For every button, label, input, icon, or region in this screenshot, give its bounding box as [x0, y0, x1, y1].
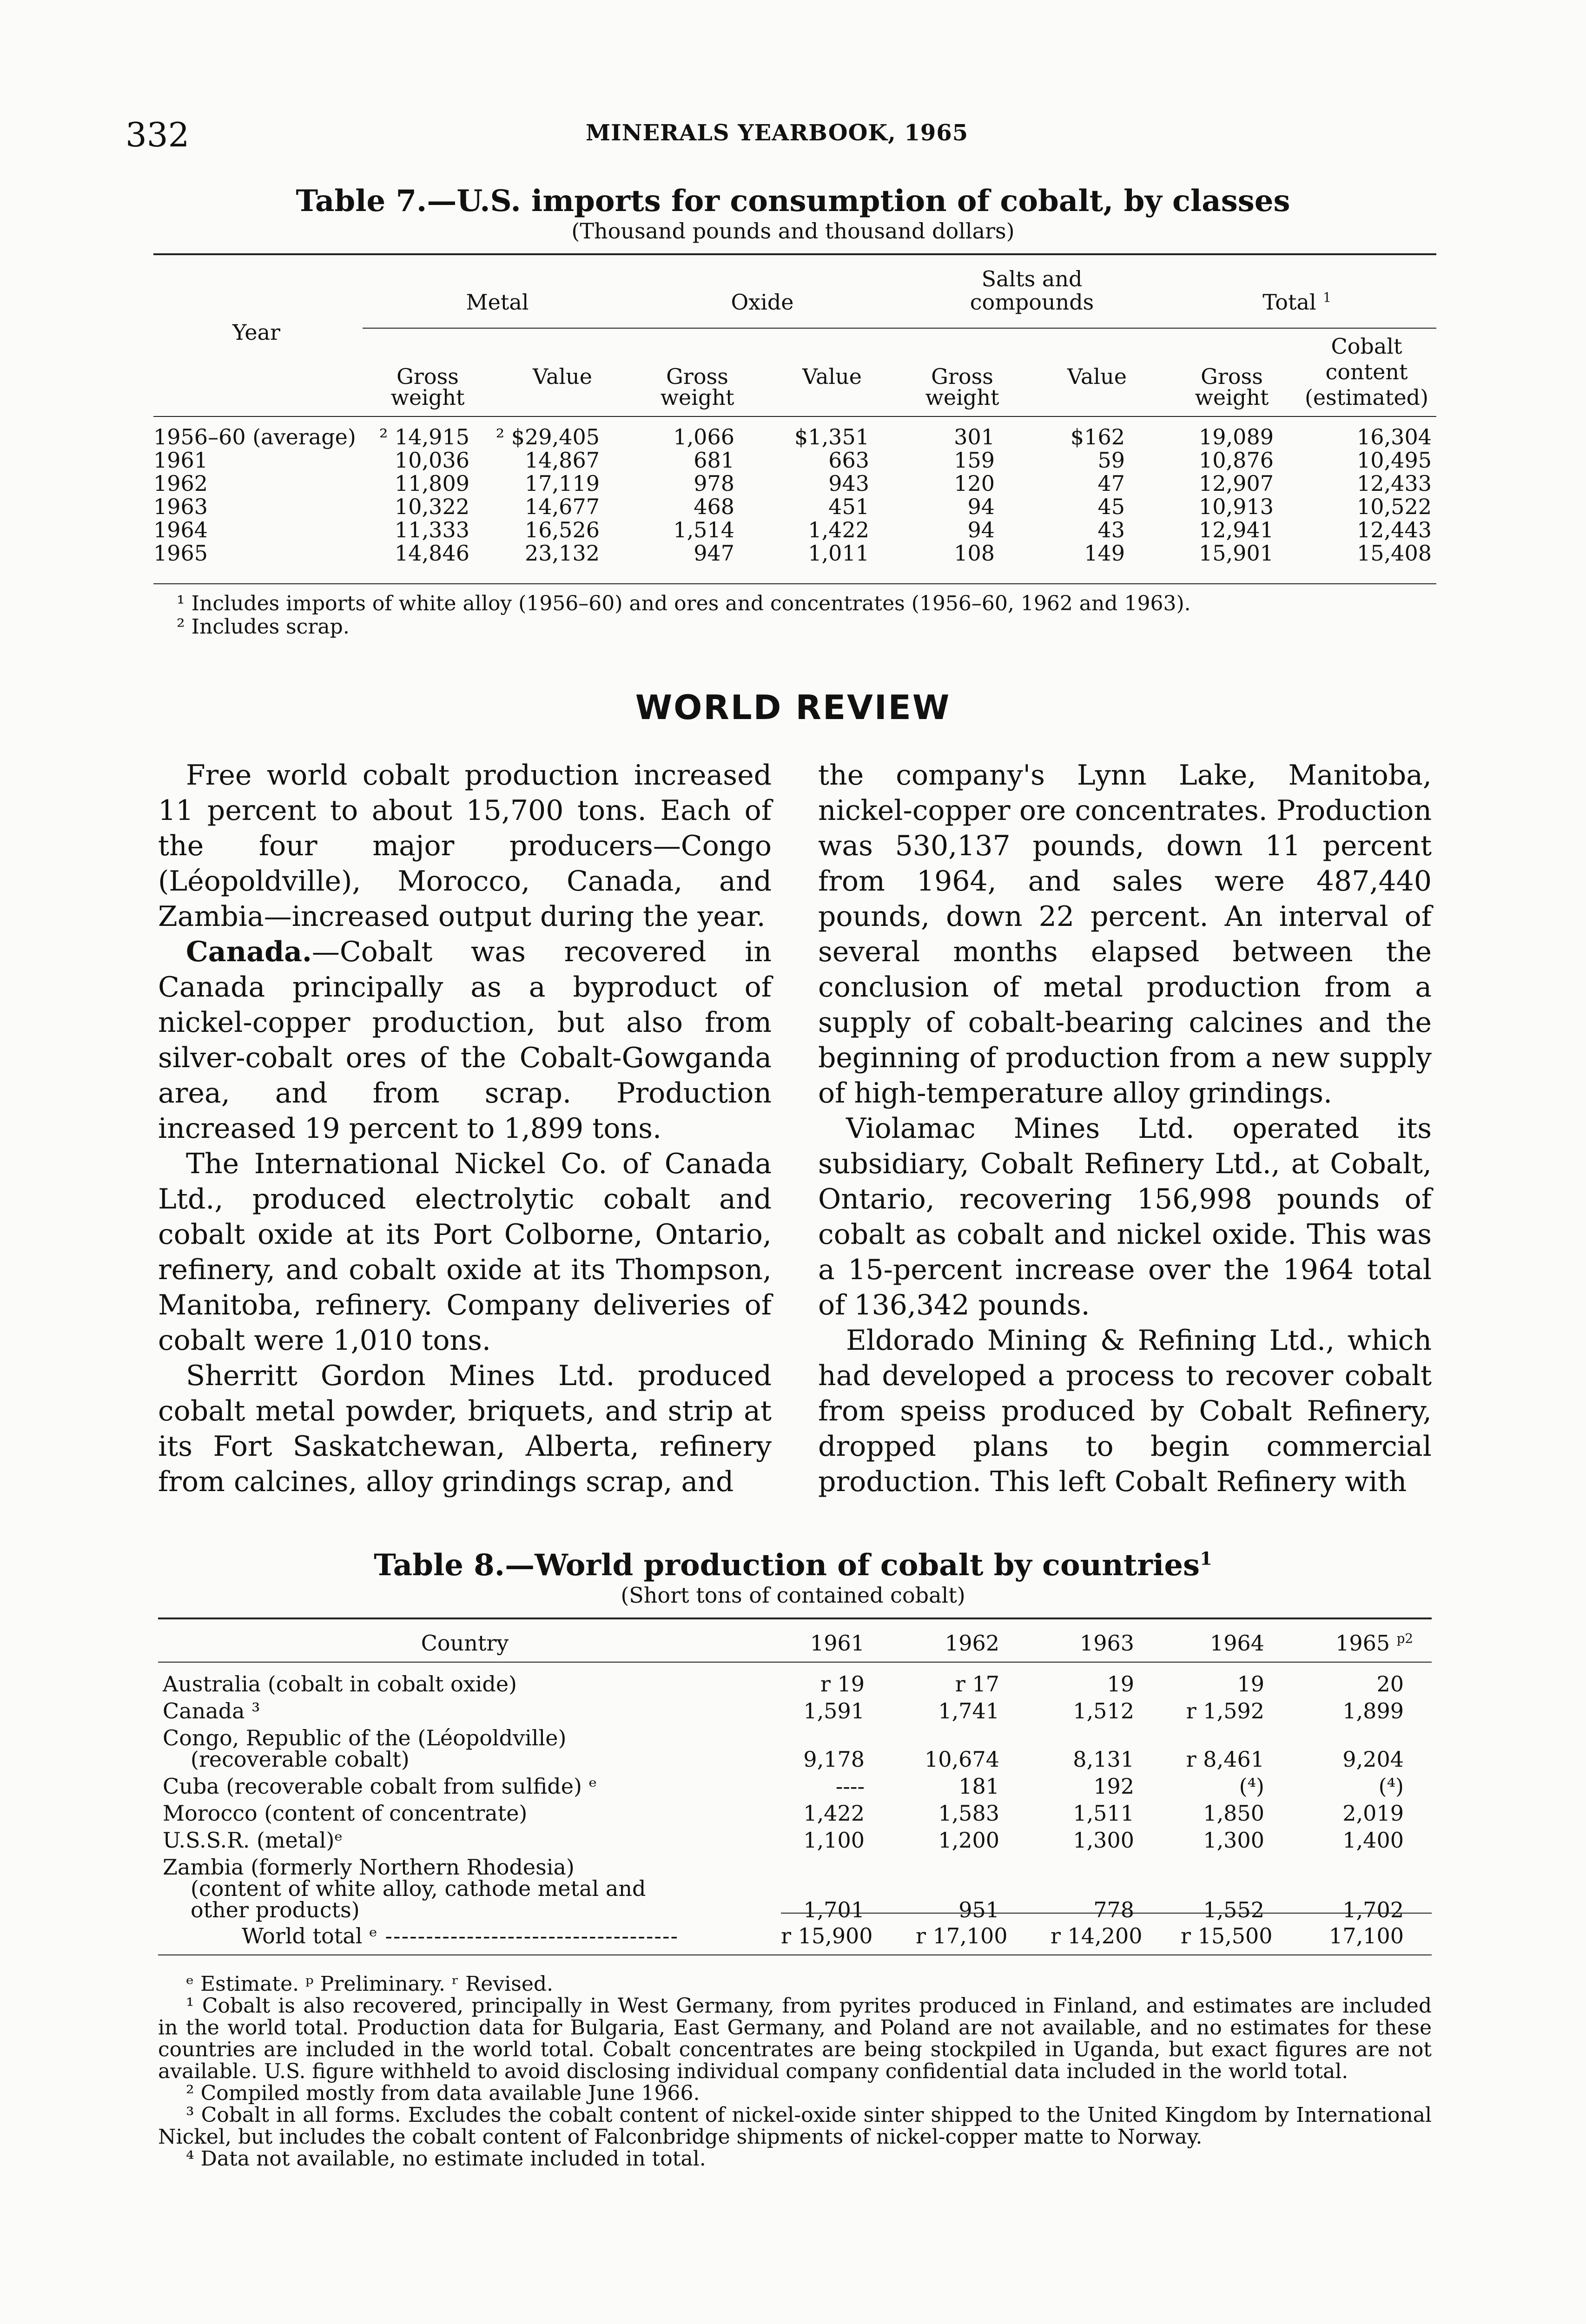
table-7-cell-salts-value: 45: [1097, 494, 1125, 519]
section-heading: WORLD REVIEW: [635, 688, 951, 727]
header-oxide-value: Value: [802, 364, 862, 389]
table-7-cell-year: 1963: [153, 494, 208, 519]
total-1961: r 15,900: [781, 1923, 873, 1948]
table-7-cell-total-gross: 15,901: [1199, 541, 1274, 566]
table-8-footnote: ¹ Cobalt is also recovered, principally in West Germany, from pyrites produced in Finland, and estimates are included in the world total. Production data for Bulgaria, East Germany, and Poland are not available, and no estimates for these countries are included in the world total. Cobalt concentrates are being stockpiled in Uganda, but exact figures are not available. U.S. figure withheld to avoid disclosing individual company confidential data included in the world total.: [158, 1994, 1432, 2083]
table-8-header-rule: [158, 1662, 1432, 1663]
table-7-cell-cobalt: 15,408: [1357, 541, 1432, 566]
header-salts-value: Value: [1067, 364, 1127, 389]
table-8-cell-v1962: 1,583: [938, 1801, 999, 1826]
table-7-cell-metal-gross: ² 14,915: [379, 424, 469, 449]
header-1961: 1961: [810, 1631, 865, 1656]
table-8-footnote: ᵉ Estimate. ᵖ Preliminary. ʳ Revised.: [186, 1972, 554, 1996]
table-7-cell-salts-value: 149: [1084, 541, 1125, 566]
table-7-cell-oxide-gross: 681: [694, 448, 734, 473]
table-7-cell-salts-value: 47: [1097, 471, 1125, 496]
paragraph: the company's Lynn Lake, Manitoba, nickel-copper ore concentrates. Production was 530,137 pounds, down 11 percent from 1964, and sales were 487,440 pounds, down 22 percent. An interval of several months elapsed between the conclusion of metal production from a supply of cobalt-bearing calcines and the beginning of production from a new supply of high-temperature alloy grindings.: [818, 759, 1432, 1109]
table-8-cell-v1964: r 1,592: [1186, 1698, 1264, 1723]
table-7-subtitle: (Thousand pounds and thousand dollars): [571, 218, 1015, 244]
total-1962: r 17,100: [916, 1923, 1008, 1948]
header-metal-gross-1: Gross: [396, 364, 459, 389]
table-7-cell-oxide-gross: 947: [694, 541, 734, 566]
table-8-cell-v1964: 1,552: [1203, 1897, 1264, 1922]
table-7-cell-salts-gross: 301: [954, 424, 995, 449]
country-label: Cuba (recoverable cobalt from sulfide) ᵉ: [163, 1774, 597, 1799]
header-cobalt-3: (estimated): [1304, 385, 1429, 410]
header-total-gross-1: Gross: [1201, 364, 1263, 389]
table-8-footnote: ³ Cobalt in all forms. Excludes the cobalt content of nickel-oxide sinter shipped to the United Kingdom by International Nickel, but includes the cobalt content of Falconbridge shipments of nickel-copper matte to Norway.: [158, 2103, 1432, 2149]
table-8-cell-v1965: 9,204: [1342, 1747, 1404, 1772]
table-7-cell-oxide-gross: 468: [694, 494, 734, 519]
header-1962: 1962: [945, 1631, 999, 1656]
table-8-cell-v1963: 192: [1093, 1774, 1134, 1799]
header-total-gross-2: weight: [1195, 385, 1269, 410]
country-label: Zambia (formerly Northern Rhodesia): [163, 1855, 575, 1880]
table-8-subtitle: (Short tons of contained cobalt): [621, 1583, 965, 1608]
table-7-cell-cobalt: 16,304: [1357, 424, 1432, 449]
header-cobalt-1: Cobalt: [1331, 334, 1402, 359]
table-8-cell-v1962: r 17: [955, 1671, 999, 1697]
table-7-cell-total-gross: 10,876: [1199, 448, 1274, 473]
table-8-cell-v1961: 9,178: [803, 1747, 865, 1772]
country-label: Australia (cobalt in cobalt oxide): [163, 1671, 517, 1697]
table-8-cell-v1964: 19: [1237, 1671, 1264, 1697]
header-1963: 1963: [1079, 1631, 1134, 1656]
header-metal-gross-2: weight: [390, 385, 465, 410]
table-8-cell-v1962: 951: [958, 1897, 999, 1922]
country-label: Canada ³: [163, 1698, 260, 1723]
table-8-cell-v1962: 10,674: [925, 1747, 999, 1772]
table-7-cell-oxide-value: 663: [828, 448, 869, 473]
country-label: U.S.S.R. (metal)ᵉ: [163, 1828, 343, 1853]
table-7-cell-year: 1964: [153, 517, 208, 542]
table-7-cell-salts-gross: 120: [954, 471, 995, 496]
table-7-body-rule: [153, 416, 1436, 417]
header-country: Country: [421, 1631, 509, 1656]
paragraph: Eldorado Mining & Refining Ltd., which had developed a process to recover cobalt from speiss produced by Cobalt Refinery, dropped plans to begin commercial production. This left Cobalt Refinery with: [818, 1324, 1432, 1498]
table-7-cell-oxide-value: 451: [828, 494, 869, 519]
table-7-cell-metal-value: 16,526: [525, 517, 600, 542]
header-metal-value: Value: [533, 364, 592, 389]
table-8-cell-v1964: (⁴): [1239, 1774, 1264, 1799]
table-7-cell-metal-gross: 11,809: [395, 471, 469, 496]
table-7-title: Table 7.—U.S. imports for consumption of cobalt, by classes: [296, 184, 1290, 218]
table-7-cell-metal-gross: 10,036: [395, 448, 469, 473]
table-8-cell-v1963: 1,511: [1073, 1801, 1134, 1826]
table-8-cell-v1962: 1,200: [938, 1828, 999, 1853]
table-8-cell-v1961: ----: [835, 1774, 865, 1799]
table-7-cell-oxide-value: 1,422: [808, 517, 869, 542]
country-label: (recoverable cobalt): [191, 1747, 410, 1772]
table-7-cell-metal-value: 14,677: [525, 494, 600, 519]
table-8-bottom-rule: [158, 1954, 1432, 1955]
header-cobalt-2: content: [1325, 359, 1408, 384]
running-title: MINERALS YEARBOOK, 1965: [586, 120, 969, 146]
table-7-cell-metal-value: 14,867: [525, 448, 600, 473]
table-7-cell-total-gross: 12,941: [1199, 517, 1274, 542]
text-column-left: [158, 758, 772, 1499]
table-8-cell-v1965: (⁴): [1378, 1774, 1404, 1799]
table-7-cell-cobalt: 12,443: [1357, 517, 1432, 542]
header-salts-1: Salts and: [981, 266, 1083, 291]
table-7-cell-oxide-gross: 1,514: [673, 517, 734, 542]
table-7-cell-salts-gross: 94: [967, 517, 995, 542]
total-1963: r 14,200: [1051, 1923, 1143, 1948]
table-7-cell-total-gross: 19,089: [1199, 424, 1274, 449]
paragraph: Violamac Mines Ltd. operated its subsidiary, Cobalt Refinery Ltd., at Cobalt, Ontario, recovering 156,998 pounds of cobalt as cobalt and nickel oxide. This was a 15-percent increase over the 1964 total of 136,342 pounds.: [818, 1112, 1432, 1321]
table-7-footnote: ² Includes scrap.: [177, 615, 350, 639]
country-label: (content of white alloy, cathode metal and: [191, 1876, 646, 1901]
country-label: Congo, Republic of the (Léopoldville): [163, 1725, 567, 1750]
page-header: [0, 115, 1586, 152]
table-7-cell-total-gross: 10,913: [1199, 494, 1274, 519]
table-8-cell-v1961: 1,100: [803, 1828, 865, 1853]
total-1964: r 15,500: [1181, 1923, 1273, 1948]
table-7-cell-year: 1965: [153, 541, 208, 566]
table-7-cell-salts-value: $162: [1070, 424, 1125, 449]
table-8-cell-v1962: 181: [958, 1774, 999, 1799]
table-8-cell-v1965: 1,400: [1342, 1828, 1404, 1853]
table-8-title: Table 8.—World production of cobalt by countries$^1$: [374, 1548, 1212, 1583]
table-8-footnote: ⁴ Data not available, no estimate included in total.: [186, 2147, 706, 2171]
header-salts-gross-2: weight: [925, 385, 999, 410]
table-8-cell-v1964: 1,850: [1203, 1801, 1264, 1826]
table-7-cell-cobalt: 10,522: [1357, 494, 1432, 519]
table-7-cell-salts-gross: 94: [967, 494, 995, 519]
table-7-cell-year: 1962: [153, 471, 208, 496]
table-8-cell-v1964: r 8,461: [1186, 1747, 1264, 1772]
table-7-cell-metal-value: 17,119: [525, 471, 600, 496]
table-8-cell-v1963: 1,512: [1073, 1698, 1134, 1723]
table-7-cell-year: 1961: [153, 448, 208, 473]
total-label: World total ᵉ ------------------------------------: [242, 1923, 679, 1948]
table-8-cell-v1961: 1,591: [803, 1698, 865, 1723]
table-7-cell-metal-value: 23,132: [525, 541, 600, 566]
table-8-cell-v1961: 1,422: [803, 1801, 865, 1826]
table-8-cell-v1965: 2,019: [1342, 1801, 1404, 1826]
table-7-cell-salts-gross: 108: [954, 541, 995, 566]
table-7-cell-oxide-gross: 978: [694, 471, 734, 496]
table-7-cell-cobalt: 12,433: [1357, 471, 1432, 496]
paragraph: Free world cobalt production increased 11 percent to about 15,700 tons. Each of the four major producers—Congo (Léopoldville), Morocco, Canada, and Zambia—increased output during the year.: [158, 759, 772, 933]
table-7-cell-metal-gross: 14,846: [395, 541, 469, 566]
table-7-cell-salts-value: 59: [1097, 448, 1125, 473]
header-1964: 1964: [1209, 1631, 1264, 1656]
country-label: Morocco (content of concentrate): [163, 1801, 528, 1826]
table-8-cell-v1963: 19: [1107, 1671, 1134, 1697]
table-8-footnote: ² Compiled mostly from data available June 1966.: [186, 2081, 700, 2105]
table-7-header-rule: [363, 328, 1436, 329]
table-8-cell-v1961: r 19: [820, 1671, 865, 1697]
table-8-cell-v1963: 778: [1093, 1897, 1134, 1922]
table-7-top-rule: [153, 253, 1436, 255]
table-7-cell-salts-gross: 159: [954, 448, 995, 473]
table-7-cell-cobalt: 10,495: [1357, 448, 1432, 473]
header-1965: 1965 $^{p2}$: [1335, 1631, 1413, 1656]
table-7-cell-metal-gross: 11,333: [395, 517, 469, 542]
table-7-cell-salts-value: 43: [1097, 517, 1125, 542]
table-7-cell-oxide-value: 943: [828, 471, 869, 496]
table-7-cell-oxide-value: $1,351: [794, 424, 869, 449]
paragraph: The International Nickel Co. of Canada Ltd., produced electrolytic cobalt and cobalt oxide at its Port Colborne, Ontario, refinery, and cobalt oxide at its Thompson, Manitoba, refinery. Company deliveries of cobalt were 1,010 tons.: [158, 1148, 772, 1357]
table-8-cell-v1963: 1,300: [1073, 1828, 1134, 1853]
table-8-top-rule: [158, 1618, 1432, 1619]
header-oxide-gross-2: weight: [660, 385, 734, 410]
table-7-cell-oxide-gross: 1,066: [673, 424, 734, 449]
header-oxide-gross-1: Gross: [666, 364, 728, 389]
page-number: 332: [126, 115, 190, 154]
table-8-cell-v1963: 8,131: [1073, 1747, 1134, 1772]
table-8-cell-v1965: 1,702: [1342, 1897, 1404, 1922]
table-7-cell-oxide-value: 1,011: [808, 541, 869, 566]
paragraph: Canada.—Cobalt was recovered in Canada principally as a byproduct of nickel-copper production, but also from silver-cobalt ores of the Cobalt-Gowganda area, and from scrap. Production increased 19 percent to 1,899 tons.: [158, 936, 772, 1145]
table-8-cell-v1965: 1,899: [1342, 1698, 1404, 1723]
table-7-cell-metal-gross: 10,322: [395, 494, 469, 519]
header-oxide: Oxide: [731, 290, 794, 315]
country-label: other products): [191, 1897, 360, 1922]
header-salts-2: compounds: [970, 290, 1094, 315]
table-7-footnote: ¹ Includes imports of white alloy (1956–60) and ores and concentrates (1956–60, 1962 and 1963).: [177, 592, 1191, 615]
paragraph: Sherritt Gordon Mines Ltd. produced cobalt metal powder, briquets, and strip at its Fort Saskatchewan, Alberta, refinery from calcines, alloy grindings scrap, and: [158, 1360, 772, 1498]
header-total: Total $^1$: [1262, 290, 1331, 315]
header-year: Year: [232, 320, 281, 345]
header-metal: Metal: [466, 290, 529, 315]
table-8-cell-v1965: 20: [1376, 1671, 1404, 1697]
table-7-cell-metal-value: ² $29,405: [496, 424, 600, 449]
table-8-cell-v1961: 1,701: [803, 1897, 865, 1922]
text-column-right: [818, 758, 1432, 1499]
table-7-cell-year: 1956–60 (average): [153, 424, 356, 449]
total-1965: 17,100: [1329, 1923, 1404, 1948]
table-8-footnotes: [158, 1973, 1432, 2170]
paragraph-lead: Canada.: [186, 936, 312, 968]
table-7-cell-total-gross: 12,907: [1199, 471, 1274, 496]
header-salts-gross-1: Gross: [931, 364, 993, 389]
table-8-cell-v1962: 1,741: [938, 1698, 999, 1723]
table-7-bottom-rule: [153, 583, 1436, 584]
table-8-cell-v1964: 1,300: [1203, 1828, 1264, 1853]
table-8-total-rule: [781, 1913, 1432, 1914]
